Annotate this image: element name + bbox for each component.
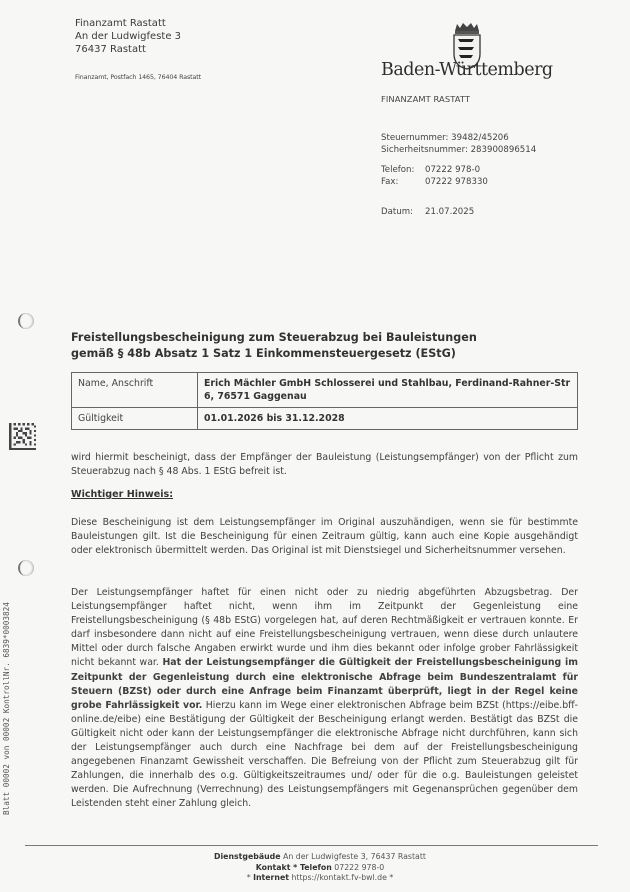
table-row (72, 373, 578, 408)
sender-line: Finanzamt Rastatt (75, 18, 166, 29)
footer-divider (25, 845, 598, 846)
telefon-value: 07222 978-0 (425, 165, 481, 175)
hint-bold-text: Hat der Leistungsempfänger die Gültigkeit der Freistellungsbescheinigung im Zeitpunkt der Gegenleistung durch eine elektronische Abfrage beim Bundeszentralamt für Steuern (BZSt) oder durch eine Anfrage beim Finanzamt überprüft, liegt in der Regel keine grobe Fahrlässigkeit vor. (71, 657, 578, 711)
sender-address (75, 17, 181, 56)
fax-label: Fax: (381, 177, 399, 187)
title-line: Freistellungsbescheinigung zum Steuerabzug bei Bauleistungen (71, 331, 477, 344)
steuernummer-value: 39482/45206 (451, 133, 509, 143)
sender-line: An der Ludwigfeste 3 (75, 31, 182, 42)
hint-text: Der Leistungsempfänger haftet für einen nicht oder zu niedrig abgeführten Abzugsbetrag. Der Leistungsempfänger haftet nicht, wenn ihm im Zeitpunkt der Gegenleistung eine Freistellungsbescheinigung (§ 48b EStG) vorgelegen hat, auf deren Rechtmäßigkeit er vertrauen konnte. Er darf insbesondere dann nicht auf eine Freistellungsbescheinigung vertrauen, wenn diese durch unlautere Mittel oder durch falsche Angaben erwirkt wurde und ihm dies bekannt oder infolge grober Fahrlässigkeit nicht bekannt war. (71, 587, 578, 669)
table-value: Erich Mächler GmbH Schlosserei und Stahlbau, Ferdinand-Rahner-Str 6, 76571 Gaggenau (198, 373, 578, 408)
footer-label: Dienstgebäude (214, 852, 281, 861)
return-address: Finanzamt, Postfach 1465, 76404 Rastatt (75, 74, 202, 81)
footer-label: Kontakt * Telefon (255, 862, 332, 872)
sender-line: 76437 Rastatt (75, 44, 146, 55)
telefon-label: Telefon: (381, 165, 415, 175)
document-title (71, 330, 477, 362)
certificate-table (71, 372, 578, 430)
footer-label: Internet (253, 873, 289, 882)
fax-value: 07222 978330 (425, 177, 488, 187)
sicherheitsnummer-label: Sicherheitsnummer: (381, 145, 468, 155)
footer-star: * (246, 873, 254, 882)
datamatrix-code-icon (9, 423, 36, 450)
hint-paragraph-1: Diese Bescheinigung ist dem Leistungsempfänger im Original auszuhändigen, wenn sie für bestimmte Bauleistungen gilt. Ist die Bescheinigung für einen Zeitraum gültig, kann auch eine Kopie ausgehändigt oder elektronisch übermittelt werden. Das Original ist mit Dienstsiegel und Sicherheitsnummer versehen. (71, 517, 578, 557)
punch-hole-icon (18, 313, 34, 329)
footer-address: An der Ludwigfeste 3, 76437 Rastatt (280, 852, 426, 861)
datum-label: Datum: (381, 207, 413, 217)
state-brand: Baden-Württemberg (381, 60, 553, 80)
hint-paragraph-2 (71, 586, 578, 812)
hint-text: Hierzu kann im Wege einer elektronischen Abfrage beim BZSt (https://eibe.bff-online.de/eibe) eine Bestätigung der Gültigkeit der Bescheinigung erlangt werden. Bestätigt das BZSt die Gültigkeit nicht oder kann der Leistungsempfänger die elektronische Abfrage nicht durchführen, kann sich der Leistungsempfänger auch durch eine Nachfrage bei dem auf der Freistellungsbescheinigung angegebenen Finanzamt Gewissheit verschaffen. Die Befreiung von der Pflicht zum Steuerabzug gilt für Zahlungen, die innerhalb des o.g. Gültigkeitszeitraumes und/ oder für die o.g. Bauleistungen geleistet werden. Die Aufrechnung (Verrechnung) des Leistungsempfängers mit Gegenansprüchen gegenüber dem Leistenden steht einer Zahlung gleich. (71, 699, 578, 810)
sicherheitsnummer-value: 283900896514 (470, 145, 537, 155)
contact-block (381, 164, 488, 188)
table-value: 01.01.2026 bis 31.12.2028 (198, 408, 578, 430)
footer-phone: 07222 978-0 (331, 862, 385, 872)
tax-id-block (381, 132, 536, 156)
hint-heading: Wichtiger Hinweis: (71, 489, 174, 500)
control-number: Blatt 00002 von 00002 KontrollNr. 6839*0003824 (2, 602, 11, 815)
table-row (72, 408, 578, 430)
table-label: Name, Anschrift (72, 373, 198, 408)
punch-hole-icon (18, 560, 34, 576)
date-block (381, 206, 474, 218)
title-line: gemäß § 48b Absatz 1 Satz 1 Einkommensteuergesetz (EStG) (71, 347, 456, 360)
footer (150, 852, 490, 884)
certification-text: wird hiermit bescheinigt, dass der Empfänger der Bauleistung (Leistungsempfänger) von der Pflicht zum Steuerabzug nach § 48 Abs. 1 EStG befreit ist. (71, 452, 578, 478)
steuernummer-label: Steuernummer: (381, 133, 449, 143)
datum-value: 21.07.2025 (425, 207, 475, 217)
footer-url: https://kontakt.fv-bwl.de * (288, 873, 394, 882)
office-name: FINANZAMT RASTATT (381, 94, 471, 104)
table-label: Gültigkeit (72, 408, 198, 430)
